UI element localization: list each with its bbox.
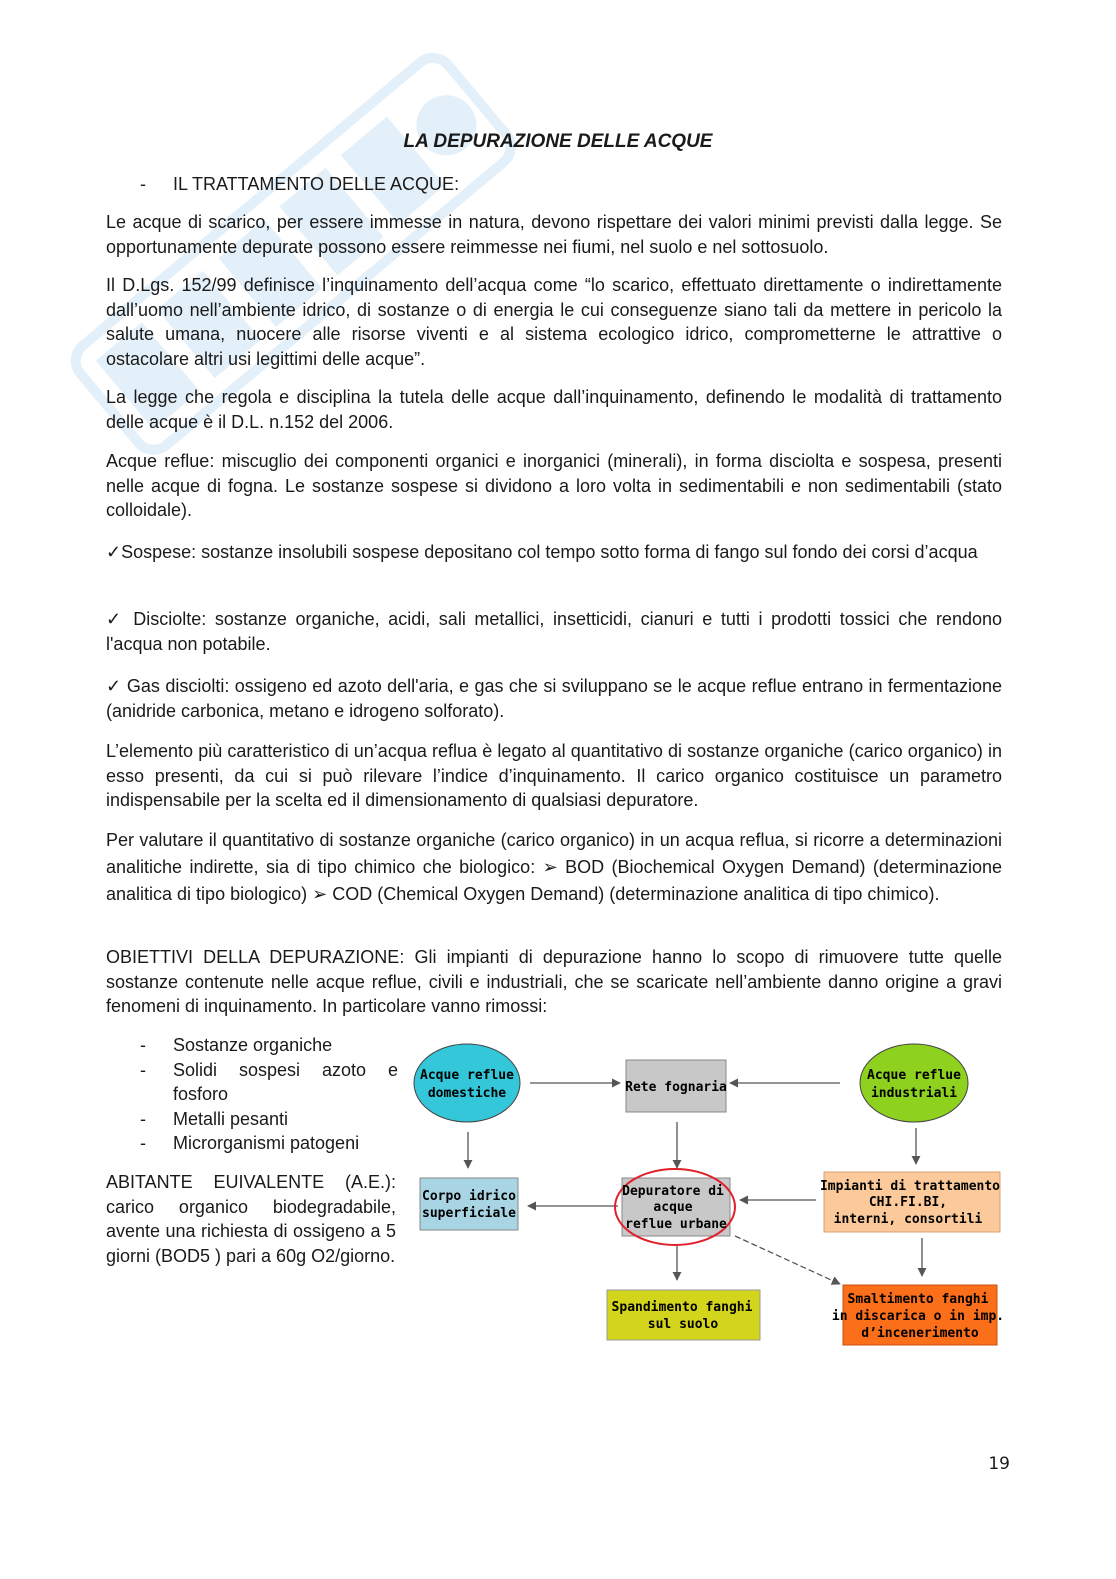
node-domestic-line1: Acque reflue (420, 1068, 514, 1083)
paragraph-sospese: ✓Sospese: sostanze insolubili sospese depositano col tempo sotto forma di fango sul fondo dei corsi d’acqua (106, 542, 978, 562)
list-item: - Metalli pesanti (140, 1107, 398, 1132)
paragraph-gas: ✓ Gas disciolti: ossigeno ed azoto dell'aria, e gas che si sviluppano se le acque reflue entrano in fermentazione (anidride carbonica, metano e idrogeno solforato). (106, 676, 1002, 721)
node-industrial-shape (860, 1044, 968, 1122)
paragraph-definition: Il D.Lgs. 152/99 definisce l’inquinamento dell’acqua come “lo scarico, effettuato direttamente o indirettamente dall’uomo nell’ambiente idrico, di sostanze o di energia le cui conseguenze siano tali da mettere in pericolo la salute umana, nuocere alle risorse viventi e al sistema ecologico idrico, comprometterne le attrattive o ostacolare altri usi legittimi delle acque”. (106, 275, 1002, 369)
removed-substances-list (140, 1033, 398, 1156)
node-spreading-shape (607, 1290, 760, 1340)
node-sewer-line1: Rete fognaria (625, 1080, 727, 1095)
node-disposal-line3: d’incenerimento (861, 1326, 979, 1341)
node-domestic-shape (414, 1044, 520, 1122)
paragraph-obiettivi: OBIETTIVI DELLA DEPURAZIONE: Gli impianti di depurazione hanno lo scopo di rimuovere tutte quelle sostanze contenute nelle acque reflue, civili e industriali, che se scaricate nell’ambiente danno origine a gravi fenomeni di inquinamento. In particolare vanno rimossi: (106, 947, 1002, 1016)
list-item: - Sostanze organiche (140, 1033, 398, 1058)
page-title: LA DEPURAZIONE DELLE ACQUE (403, 131, 713, 152)
node-industrial-line1: Acque reflue (867, 1068, 961, 1083)
paragraph-intro: Le acque di scarico, per essere immesse in natura, devono rispettare dei valori minimi previsti dalla legge. Se opportunamente depurate possono essere reimmesse nei fiumi, nel suolo e nel sottosuolo. (106, 212, 1002, 257)
paragraph-disciolte: ✓ Disciolte: sostanze organiche, acidi, sali metallici, insetticidi, cianuri e tutti i prodotti tossici che rendono l'acqua non potabile. (106, 609, 1002, 654)
node-treatment-line1: Impianti di trattamento (819, 1179, 1001, 1194)
paragraph-carico: L’elemento più caratteristico di un’acqua reflua è legato al quantitativo di sostanze organiche (carico organico) in esso presenti, da cui si può rilevare l’indice d’inquinamento. Il carico organico costituisce un parametro indispensabile per la scelta ed il dimensionamento di qualsiasi depuratore. (106, 741, 1002, 810)
node-surface-line1: Corpo idrico (422, 1189, 516, 1204)
depuration-flow-diagram (410, 1040, 1010, 1360)
node-spreading-line2: sul suolo (647, 1317, 719, 1332)
subheading-text: IL TRATTAMENTO DELLE ACQUE: (173, 174, 460, 194)
node-industrial-line2: industriali (870, 1086, 958, 1101)
node-plant-line2: acque (653, 1200, 693, 1215)
paragraph-bod-cod: Per valutare il quantitativo di sostanze organiche (carico organico) in un acqua reflua, si ricorre a determinazioni analitiche indirette, sia di tipo chimico che biologico: ➢ BOD (Biochemical Oxygen Demand) (determinazione analitica di tipo biologico) ➢ COD (Chemical Oxygen Demand) (determinazione analitica di tipo chimico). (106, 830, 1002, 904)
node-treatment-line3: interni, consortili (833, 1212, 983, 1227)
node-spreading-line1: Spandimento fanghi (611, 1300, 753, 1315)
list-item: - Microrganismi patogeni (140, 1131, 398, 1156)
arrow-plant-to-disposal (735, 1236, 840, 1284)
node-plant-line3: reflue urbane (625, 1217, 727, 1232)
node-plant-line1: Depuratore di (622, 1184, 724, 1199)
node-disposal-line1: Smaltimento fanghi (847, 1292, 989, 1307)
paragraph-law: La legge che regola e disciplina la tutela delle acque dall’inquinamento, definendo le modalità di trattamento delle acque è il D.L. n.152 del 2006. (106, 387, 1002, 432)
node-surface-line2: superficiale (422, 1206, 516, 1221)
dash-marker: - (140, 174, 146, 194)
paragraph-reflue: Acque reflue: miscuglio dei componenti organici e inorganici (minerali), in forma disciolta e sospesa, presenti nelle acque di fogna. Le sostanze sospese si dividono a loro volta in sedimentabili e non sedimentabili (stato colloidale). (106, 451, 1002, 520)
node-surface-shape (420, 1178, 518, 1230)
node-domestic-line2: domestiche (427, 1086, 507, 1101)
node-treatment-line2: CHI.FI.BI, (868, 1195, 948, 1210)
paragraph-abitante-equivalente: ABITANTE EUIVALENTE (A.E.): carico organico biodegradabile, avente una richiesta di ossigeno a 5 giorni (BOD5 ) pari a 60g O2/giorno. (106, 1172, 396, 1266)
node-disposal-line2: in discarica o in imp. (831, 1309, 1005, 1324)
page-number: 19 (988, 1454, 1010, 1474)
list-item: - Solidi sospesi azoto e fosforo (140, 1058, 398, 1107)
subheading (140, 172, 640, 196)
